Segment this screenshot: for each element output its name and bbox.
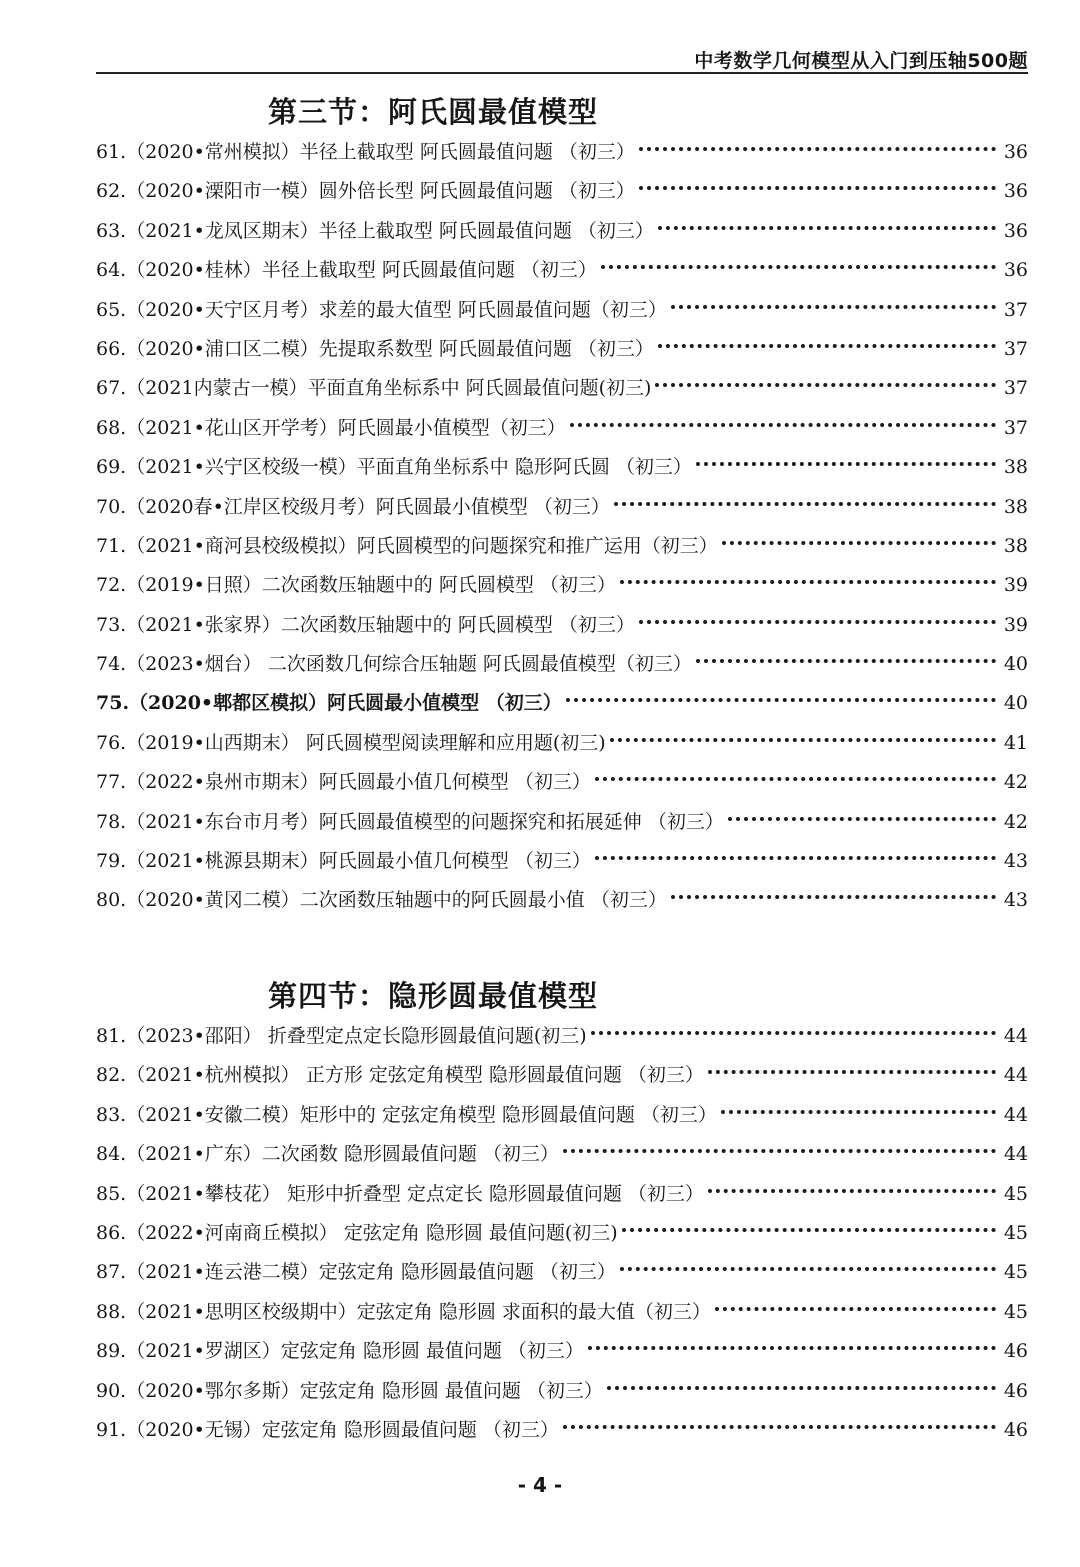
toc-entry[interactable] (96, 1060, 1028, 1099)
dot-leader (715, 1307, 996, 1311)
dot-leader (588, 1346, 996, 1350)
toc-entry[interactable] (96, 334, 1028, 373)
toc-entry-title: 80.（2020•黄冈二模）二次函数压轴题中的阿氏圆最小值 （初三） (96, 889, 667, 912)
toc-entry-page: 38 (1003, 495, 1028, 518)
toc-entry-title: 84.（2021•广东）二次函数 隐形圆最值问题 （初三） (96, 1143, 559, 1166)
dot-leader (639, 620, 996, 624)
running-header: 中考数学几何模型从入门到压轴500题 (694, 50, 1028, 72)
dot-leader (622, 1228, 996, 1232)
dot-leader (721, 1110, 996, 1114)
toc-entry-title: 85.（2021•攀枝花） 矩形中折叠型 定点定长 隐形圆最值问题 （初三） (96, 1182, 704, 1205)
toc-entry-title: 63.（2021•龙凤区期末）半径上截取型 阿氏圆最值问题 （初三） (96, 219, 654, 242)
dot-leader (696, 462, 996, 466)
toc-entry[interactable] (96, 1100, 1028, 1139)
toc-entry[interactable] (96, 176, 1028, 215)
toc-entry-page: 37 (1003, 416, 1028, 439)
toc-entry[interactable] (96, 1021, 1028, 1060)
toc-entry[interactable] (96, 846, 1028, 885)
toc-entry-page: 37 (1003, 298, 1028, 321)
toc-entry-title: 88.（2021•思明区校级期中）定弦定角 隐形圆 求面积的最大值（初三） (96, 1300, 711, 1323)
toc-entry[interactable] (96, 728, 1028, 767)
toc-entry-page: 45 (1003, 1221, 1028, 1244)
dot-leader (620, 580, 996, 584)
dot-leader (595, 777, 996, 781)
toc-entry-page: 40 (1003, 653, 1028, 676)
toc-entry[interactable] (96, 570, 1028, 609)
toc-entry-title: 78.（2021•东台市月考）阿氏圆最值模型的问题探究和拓展延伸 （初三） (96, 810, 724, 833)
toc-entry-title: 72.（2019•日照）二次函数压轴题中的 阿氏圆模型 （初三） (96, 574, 616, 597)
toc-entry-page: 36 (1003, 141, 1028, 163)
toc-entry-title: 68.（2021•花山区开学考）阿氏圆最小值模型（初三） (96, 416, 566, 439)
toc-entry-page: 41 (1003, 731, 1028, 754)
toc-entry[interactable] (96, 767, 1028, 806)
toc-entry-title: 69.（2021•兴宁区校级一模）平面直角坐标系中 隐形阿氏圆 （初三） (96, 456, 692, 479)
dot-leader (566, 698, 996, 702)
toc-entry-page: 36 (1003, 180, 1028, 203)
toc-entry-title: 82.（2021•杭州模拟） 正方形 定弦定角模型 隐形圆最值问题 （初三） (96, 1064, 704, 1087)
toc-entry-page: 36 (1003, 219, 1028, 242)
toc-entry-page: 42 (1003, 810, 1028, 833)
dot-leader (639, 147, 996, 151)
toc-list (96, 1021, 1028, 1454)
toc-entry-title: 87.（2021•连云港二模）定弦定角 隐形圆最值问题 （初三） (96, 1261, 616, 1284)
toc-entry-title: 86.（2022•河南商丘模拟） 定弦定角 隐形圆 最值问题(初三) (96, 1221, 618, 1244)
toc-entry-page: 39 (1003, 574, 1028, 597)
toc-entry[interactable] (96, 373, 1028, 412)
toc-entry[interactable] (96, 688, 1028, 727)
toc-entry-page: 44 (1003, 1025, 1028, 1047)
toc-list (96, 137, 1028, 925)
toc-entry-page: 44 (1003, 1143, 1028, 1166)
toc-entry[interactable] (96, 295, 1028, 334)
dot-leader (722, 541, 996, 545)
toc-entry-title: 74.（2023•烟台） 二次函数几何综合压轴题 阿氏圆最值模型（初三） (96, 653, 692, 676)
toc-entry[interactable] (96, 255, 1028, 294)
toc-entry[interactable] (96, 1139, 1028, 1178)
toc-entry[interactable] (96, 1376, 1028, 1415)
toc-entry-page: 37 (1003, 337, 1028, 360)
toc-entry-page: 36 (1003, 259, 1028, 282)
toc-entry[interactable] (96, 1257, 1028, 1296)
dot-leader (696, 659, 996, 663)
toc-entry-title: 73.（2021•张家界）二次函数压轴题中的 阿氏圆模型 （初三） (96, 613, 635, 636)
toc-entry-title: 91.（2020•无锡）定弦定角 隐形圆最值问题 （初三） (96, 1418, 559, 1441)
dot-leader (601, 265, 996, 269)
toc-entry-title: 75.（2020•郫都区模拟）阿氏圆最小值模型 （初三） (96, 692, 562, 715)
toc-entry-page: 38 (1003, 456, 1028, 479)
toc-entry[interactable] (96, 531, 1028, 570)
dot-leader (614, 502, 996, 506)
toc-entry-title: 76.（2019•山西期末） 阿氏圆模型阅读理解和应用题(初三) (96, 731, 606, 754)
toc-entry[interactable] (96, 807, 1028, 846)
toc-entry-page: 45 (1003, 1300, 1028, 1323)
page-number: - 4 - (517, 1473, 563, 1497)
toc-entry[interactable] (96, 649, 1028, 688)
dot-leader (591, 1031, 996, 1035)
toc-entry[interactable] (96, 1179, 1028, 1218)
toc-entry[interactable] (96, 452, 1028, 491)
toc-entry[interactable] (96, 1336, 1028, 1375)
toc-entry-page: 45 (1003, 1182, 1028, 1205)
toc-entry-page: 46 (1003, 1418, 1028, 1441)
dot-leader (708, 1189, 996, 1193)
toc-entry-page: 37 (1003, 377, 1028, 400)
dot-leader (655, 383, 996, 387)
toc-entry-title: 71.（2021•商河县校级模拟）阿氏圆模型的问题探究和推广运用（初三） (96, 534, 718, 557)
toc-entry-title: 66.（2020•浦口区二模）先提取系数型 阿氏圆最值问题 （初三） (96, 337, 654, 360)
toc-entry-title: 89.（2021•罗湖区）定弦定角 隐形圆 最值问题 （初三） (96, 1340, 584, 1363)
toc-entry[interactable] (96, 1297, 1028, 1336)
toc-entry-title: 61.（2020•常州模拟）半径上截取型 阿氏圆最值问题 （初三） (96, 141, 635, 163)
toc-entry-title: 79.（2021•桃源县期末）阿氏圆最小值几何模型 （初三） (96, 850, 591, 873)
toc-entry-page: 46 (1003, 1379, 1028, 1402)
toc-entry-page: 46 (1003, 1340, 1028, 1363)
dot-leader (563, 1425, 996, 1429)
toc-entry[interactable] (96, 1415, 1028, 1454)
dot-leader (607, 1386, 996, 1390)
dot-leader (595, 856, 996, 860)
dot-leader (708, 1070, 996, 1074)
toc-entry-title: 83.（2021•安徽二模）矩形中的 定弦定角模型 隐形圆最值问题 （初三） (96, 1103, 717, 1126)
toc-entry-title: 62.（2020•溧阳市一模）圆外倍长型 阿氏圆最值问题 （初三） (96, 180, 635, 203)
toc-entry-page: 38 (1003, 534, 1028, 557)
toc-entry[interactable] (96, 216, 1028, 255)
toc-entry-page: 45 (1003, 1261, 1028, 1284)
toc-entry-page: 43 (1003, 850, 1028, 873)
dot-leader (610, 738, 996, 742)
toc-entry-page: 40 (1003, 692, 1028, 715)
dot-leader (639, 186, 996, 190)
section-title: 第四节：隐形圆最值模型 (268, 979, 599, 1013)
dot-leader (563, 1149, 996, 1153)
toc-entry[interactable] (96, 413, 1028, 452)
toc-entry[interactable] (96, 885, 1028, 924)
toc-entry-title: 64.（2020•桂林）半径上截取型 阿氏圆最值问题 （初三） (96, 259, 597, 282)
toc-entry-page: 43 (1003, 889, 1028, 912)
toc-entry-page: 42 (1003, 771, 1028, 794)
header-rule (96, 72, 1028, 74)
toc-entry-title: 77.（2022•泉州市期末）阿氏圆最小值几何模型 （初三） (96, 771, 591, 794)
toc-entry-page: 39 (1003, 613, 1028, 636)
toc-entry[interactable] (96, 610, 1028, 649)
toc-entry-title: 67.（2021内蒙古一模）平面直角坐标系中 阿氏圆最值问题(初三) (96, 377, 652, 400)
dot-leader (728, 817, 996, 821)
toc-entry-title: 90.（2020•鄂尔多斯）定弦定角 隐形圆 最值问题 （初三） (96, 1379, 603, 1402)
dot-leader (620, 1267, 996, 1271)
toc-entry-title: 65.（2020•天宁区月考）求差的最大值型 阿氏圆最值问题（初三） (96, 298, 667, 321)
dot-leader (658, 226, 996, 230)
toc-entry[interactable] (96, 1218, 1028, 1257)
dot-leader (671, 895, 996, 899)
toc-entry[interactable] (96, 137, 1028, 176)
dot-leader (671, 305, 996, 309)
dot-leader (570, 423, 996, 427)
toc-entry-title: 70.（2020春•江岸区校级月考）阿氏圆最小值模型 （初三） (96, 495, 610, 518)
section-title: 第三节：阿氏圆最值模型 (268, 95, 599, 129)
toc-entry[interactable] (96, 492, 1028, 531)
dot-leader (658, 344, 996, 348)
toc-entry-page: 44 (1003, 1064, 1028, 1087)
toc-entry-title: 81.（2023•邵阳） 折叠型定点定长隐形圆最值问题(初三) (96, 1025, 587, 1047)
toc-entry-page: 44 (1003, 1103, 1028, 1126)
